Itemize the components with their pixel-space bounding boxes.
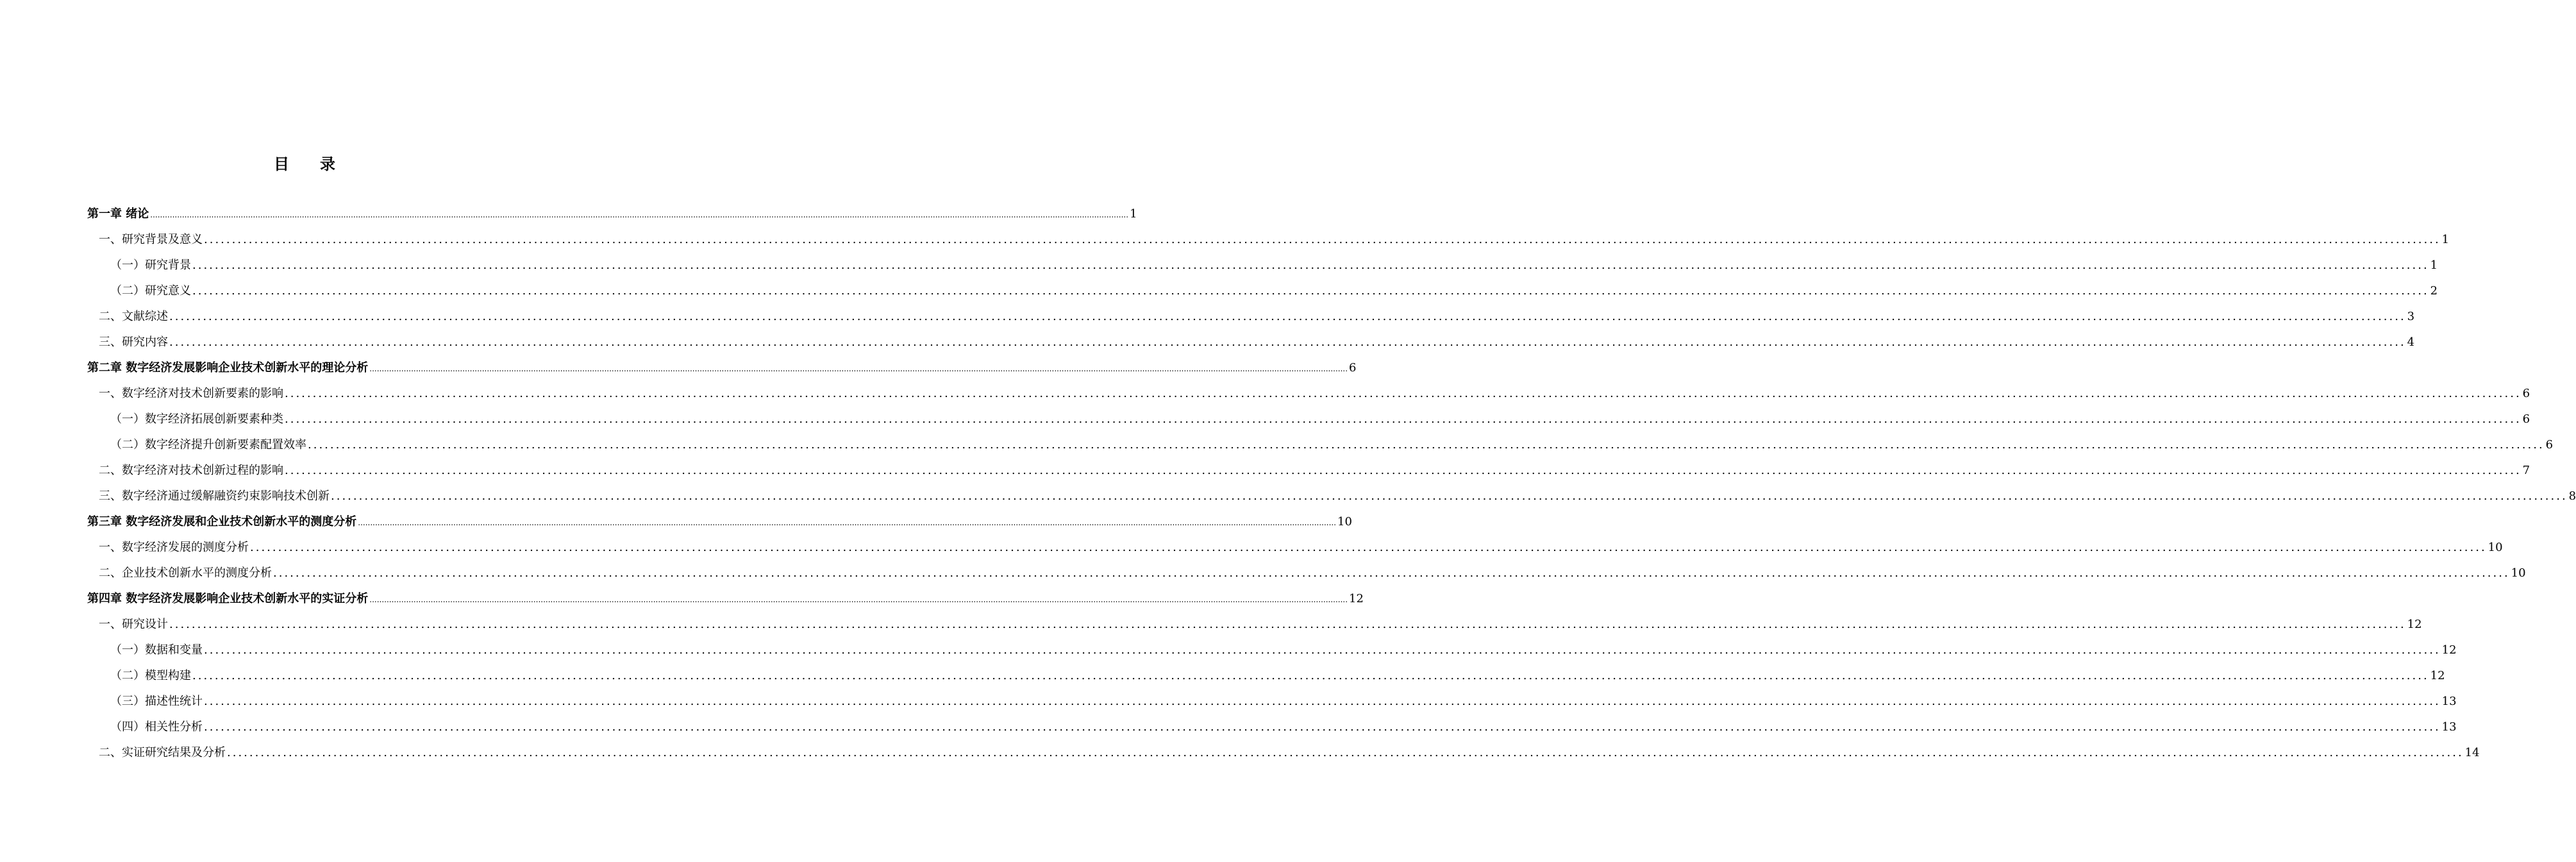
toc-entry-text: 一、数字经济发展的测度分析 — [99, 541, 249, 554]
toc-dot-leader: ................................................................................................................................................................................................................................................................................................................................................................................................................ — [285, 387, 2522, 400]
toc-entry[interactable] — [87, 586, 1364, 612]
toc-entry[interactable] — [87, 740, 2480, 766]
toc-entry-page-number: 13 — [2441, 695, 2457, 708]
toc-entry-page-number: 3 — [2407, 310, 2415, 323]
toc-dot-leader: ................................................................................................................................................................................................................................................................................................................................................................................................................ — [308, 438, 2545, 452]
toc-entry[interactable] — [87, 304, 2415, 330]
toc-entry-page-number: 1 — [1130, 207, 1137, 221]
toc-entry-text: （二）数字经济提升创新要素配置效率 — [110, 438, 306, 452]
toc-entry-text: （二）研究意义 — [110, 284, 191, 298]
toc-entry[interactable] — [87, 663, 2445, 689]
toc-dot-leader: ................................................................................................................................................................................................................................................................................................................................................................................................................ — [369, 595, 1348, 604]
toc-entry[interactable] — [87, 330, 2415, 355]
toc-dot-leader: ................................................................................................................................................................................................................................................................................................................................................................................................................ — [169, 310, 2406, 323]
toc-entry-page-number: 14 — [2464, 746, 2480, 759]
toc-dot-leader: ................................................................................................................................................................................................................................................................................................................................................................................................................ — [250, 541, 2487, 554]
toc-entry-page-number: 12 — [2430, 669, 2445, 682]
toc-entry-page-number: 6 — [2522, 412, 2530, 426]
toc-entry-page-number: 6 — [2522, 387, 2530, 400]
toc-dot-leader: ................................................................................................................................................................................................................................................................................................................................................................................................................ — [358, 518, 1337, 527]
toc-entry[interactable] — [87, 714, 2457, 740]
toc-entry-page-number: 1 — [2430, 258, 2438, 272]
toc-entry-text: 三、数字经济通过缓解融资约束影响技术创新 — [99, 489, 330, 503]
toc-entry-text: （四）相关性分析 — [110, 720, 203, 734]
toc-entry-text: （一）数字经济拓展创新要素种类 — [110, 412, 283, 426]
toc-title: 目录 — [274, 155, 366, 173]
toc-dot-leader: ................................................................................................................................................................................................................................................................................................................................................................................................................ — [273, 566, 2510, 580]
toc-entry-text: （一）数据和变量 — [110, 643, 203, 657]
toc-entry[interactable] — [87, 432, 2554, 458]
toc-entry-page-number: 12 — [2441, 643, 2457, 657]
toc-entry-text: 第二章 数字经济发展影响企业技术创新水平的理论分析 — [87, 361, 369, 375]
toc-entry[interactable] — [87, 484, 2576, 509]
toc-entry[interactable] — [87, 253, 2438, 278]
toc-entry-text: 一、研究设计 — [99, 618, 168, 631]
toc-entry-page-number: 10 — [2511, 566, 2526, 580]
toc-entry-text: 一、数字经济对技术创新要素的影响 — [99, 387, 283, 400]
toc-entry-page-number: 12 — [2407, 618, 2422, 631]
toc-dot-leader: ................................................................................................................................................................................................................................................................................................................................................................................................................ — [204, 643, 2441, 657]
toc-entry[interactable] — [87, 381, 2530, 407]
toc-entry-text: 二、数字经济对技术创新过程的影响 — [99, 464, 283, 477]
toc-entry[interactable] — [87, 535, 2503, 561]
toc-dot-leader: ................................................................................................................................................................................................................................................................................................................................................................................................................ — [227, 746, 2464, 759]
toc-entry[interactable] — [87, 509, 1352, 535]
toc-entry-text: 第三章 数字经济发展和企业技术创新水平的测度分析 — [87, 515, 357, 528]
toc-entry[interactable] — [87, 638, 2457, 663]
toc-entry-text: 二、实证研究结果及分析 — [99, 746, 226, 759]
toc-entry-page-number: 8 — [2568, 489, 2576, 503]
toc-entry[interactable] — [87, 689, 2457, 714]
toc-dot-leader: ................................................................................................................................................................................................................................................................................................................................................................................................................ — [192, 258, 2429, 272]
toc-entry-page-number: 4 — [2407, 335, 2415, 349]
toc-dot-leader: ................................................................................................................................................................................................................................................................................................................................................................................................................ — [192, 669, 2429, 682]
toc-entry[interactable] — [87, 355, 1357, 381]
toc-entry-text: 一、研究背景及意义 — [99, 233, 203, 246]
toc-entry-text: 三、研究内容 — [99, 335, 168, 349]
toc-entry-text: 第四章 数字经济发展影响企业技术创新水平的实证分析 — [87, 592, 369, 605]
toc-dot-leader: ................................................................................................................................................................................................................................................................................................................................................................................................................ — [204, 233, 2441, 246]
toc-entry-page-number: 7 — [2522, 464, 2530, 477]
toc-entry[interactable] — [87, 278, 2438, 304]
toc-dot-leader: ................................................................................................................................................................................................................................................................................................................................................................................................................ — [204, 695, 2441, 708]
toc-entry[interactable] — [87, 561, 2526, 586]
toc-dot-leader: ................................................................................................................................................................................................................................................................................................................................................................................................................ — [204, 720, 2441, 734]
toc-dot-leader: ................................................................................................................................................................................................................................................................................................................................................................................................................ — [285, 412, 2522, 426]
toc-entry-text: 二、企业技术创新水平的测度分析 — [99, 566, 272, 580]
toc-entry-page-number: 12 — [1349, 592, 1364, 605]
toc-entry-text: （三）描述性统计 — [110, 695, 203, 708]
toc-entry[interactable] — [87, 407, 2530, 432]
toc-list — [87, 201, 2576, 766]
toc-dot-leader: ................................................................................................................................................................................................................................................................................................................................................................................................................ — [150, 210, 1129, 219]
toc-entry[interactable] — [87, 227, 2450, 253]
toc-entry-page-number: 1 — [2441, 233, 2450, 246]
toc-dot-leader: ................................................................................................................................................................................................................................................................................................................................................................................................................ — [169, 618, 2406, 631]
toc-entry-page-number: 6 — [2545, 438, 2554, 452]
toc-entry-text: 二、文献综述 — [99, 310, 168, 323]
toc-entry-page-number: 10 — [2488, 541, 2503, 554]
toc-entry[interactable] — [87, 458, 2530, 484]
toc-entry-text: （二）模型构建 — [110, 669, 191, 682]
toc-entry[interactable] — [87, 612, 2422, 638]
toc-entry-page-number: 10 — [1337, 515, 1352, 528]
toc-entry-text: （一）研究背景 — [110, 258, 191, 272]
toc-entry-page-number: 6 — [1349, 361, 1357, 375]
toc-entry[interactable] — [87, 201, 1137, 227]
toc-dot-leader: ................................................................................................................................................................................................................................................................................................................................................................................................................ — [369, 364, 1348, 373]
toc-dot-leader: ................................................................................................................................................................................................................................................................................................................................................................................................................ — [285, 464, 2522, 477]
toc-entry-page-number: 2 — [2430, 284, 2438, 298]
toc-dot-leader: ................................................................................................................................................................................................................................................................................................................................................................................................................ — [192, 284, 2429, 298]
toc-entry-page-number: 13 — [2441, 720, 2457, 734]
toc-entry-text: 第一章 绪论 — [87, 207, 149, 221]
toc-dot-leader: ................................................................................................................................................................................................................................................................................................................................................................................................................ — [169, 335, 2406, 349]
toc-dot-leader: ................................................................................................................................................................................................................................................................................................................................................................................................................ — [331, 489, 2568, 503]
